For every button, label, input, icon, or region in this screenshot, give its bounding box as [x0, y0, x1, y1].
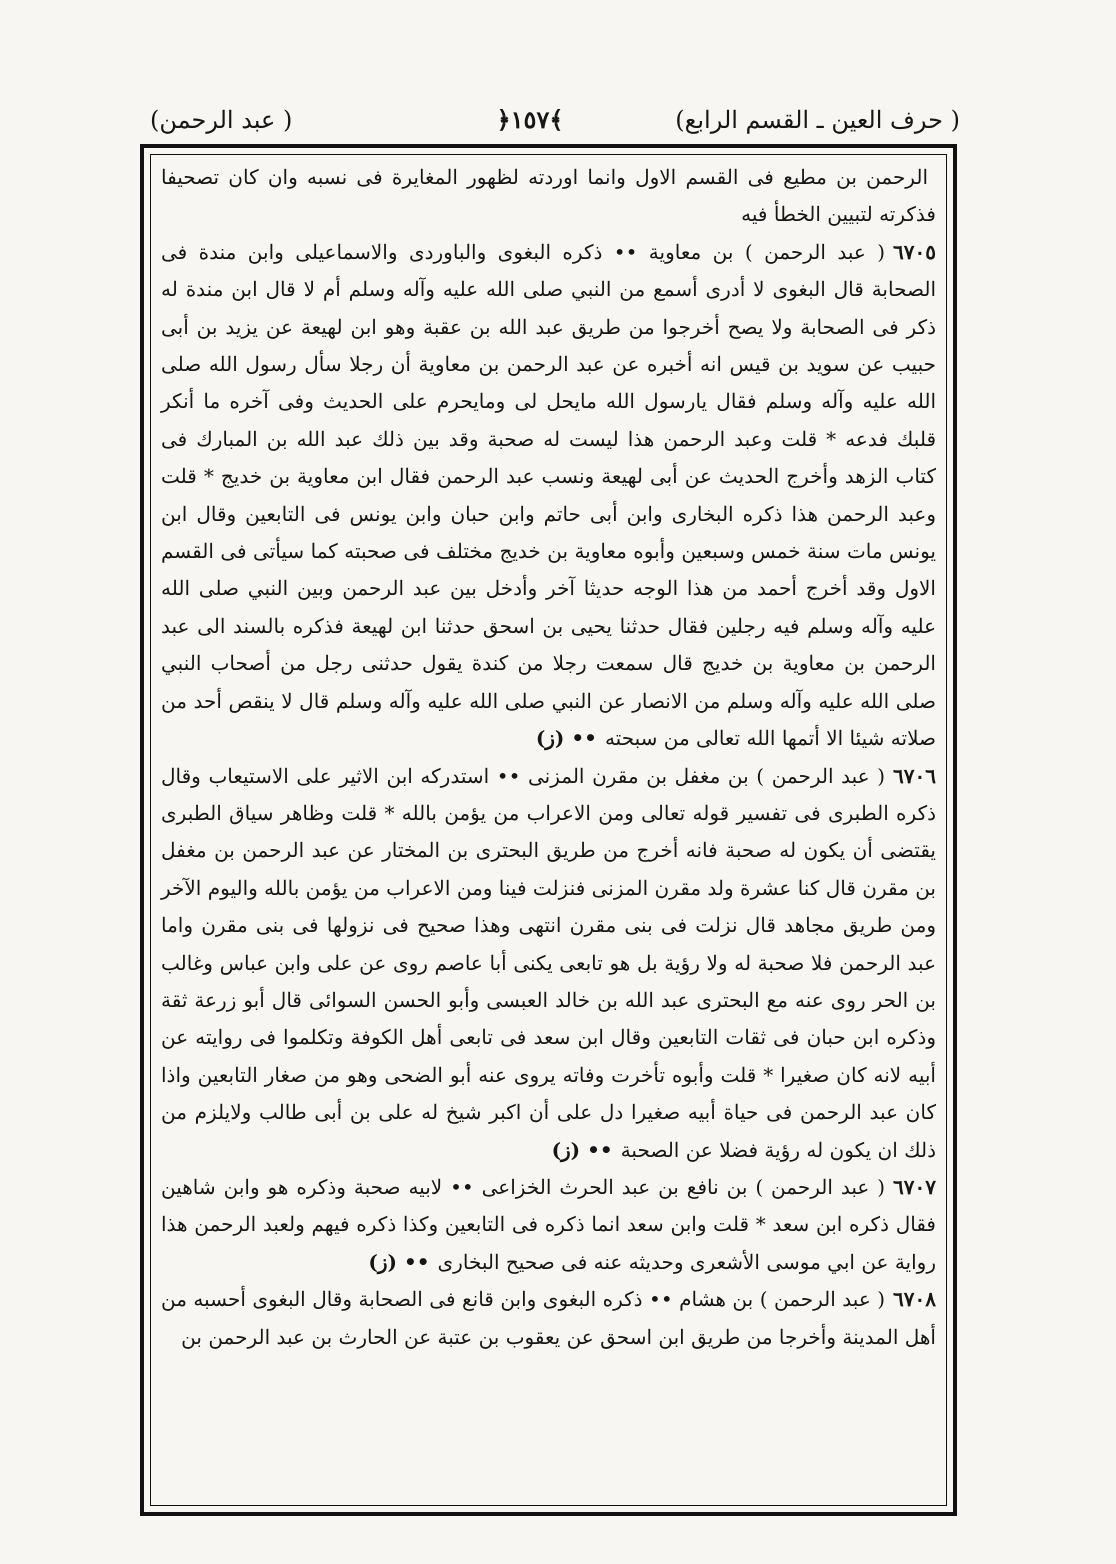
- entry-number: ٦٧٠٧: [893, 1174, 936, 1199]
- paragraph-text: ( عبد الرحمن ) بن مغفل بن مقرن المزنى •• استدركه ابن الاثير على الاستيعاب وقال ذكره الطبرى فى تفسير قوله تعالى ومن الاعراب من يؤمن بالله * قلت وظاهر سياق الطبرى يقتضى أن يكون له صحبة فانه أخرج من طريق البحترى بن المختار عن عبد الرحمن بن مغفل بن مقرن قال كنا عشرة ولد مقرن المزنى فنزلت فينا ومن الاعراب من يؤمن بالله واليوم الآخر ومن طريق مجاهد قال نزلت فى بنى مقرن انتهى وهذا صحيح فى نزولها فى بنى مقرن واما عبد الرحمن فلا صحبة له ولا رؤية بل هو تابعى يكنى أبا عاصم روى عن على وابن عباس وغالب بن الحر روى عنه مع البحترى عبد الله بن خالد العبسى وأبو الحسن السوائى قال أبو زرعة ثقة وذكره ابن حبان فى ثقات التابعين وقال ابن سعد فى تابعى أهل الكوفة وتكلموا فى روايته عن أبيه لانه كان صغيرا * قلت وأبوه تأخرت وفاته يروى عنه أبو الضحى وهو من صغار التابعين واذا كان عبد الرحمن فى حياة أبيه صغيرا دل على أن اكبر شيخ له على بن أبى طالب ولايلزم من ذلك ان يكون له رؤية فضلا عن الصحبة: [161, 763, 936, 1162]
- page-frame-inner: [150, 154, 947, 1506]
- entry-number: ٦٧٠٦: [893, 763, 936, 788]
- paragraph: [161, 1169, 936, 1281]
- paragraph: [161, 758, 936, 1169]
- running-head-left: (عبد الرحمن ): [150, 106, 293, 134]
- paragraph-text: ( عبد الرحمن ) بن هشام •• ذكره البغوى وابن قانع فى الصحابة وقال البغوى أحسبه من أهل المدينة وأخرجا من طريق ابن اسحق عن يعقوب بن عتبة عن الحارث بن عبد الرحمن بن: [161, 1287, 936, 1349]
- page-header: [100, 96, 960, 144]
- page-frame: [140, 144, 957, 1516]
- entry-number: ٦٧٠٥: [893, 239, 936, 264]
- paragraph-text: الرحمن بن مطيع فى القسم الاول وانما اوردته لظهور المغايرة فى نسبه وان كان تصحيفا فذكرته لتبيين الخطأ فيه: [161, 165, 936, 227]
- body-text: [161, 159, 936, 1356]
- paragraph-text: ( عبد الرحمن ) بن نافع بن عبد الحرث الخزاعى •• لابيه صحبة وذكره هو وابن شاهين فقال ذكره ابن سعد * قلت وابن سعد انما ذكره فى التابعين وكذا ذكره فيهم ولعبد الرحمن هذا رواية عن ابي موسى الأشعرى وحديثه عنه فى صحيح البخارى: [161, 1174, 936, 1274]
- paragraph-text: ( عبد الرحمن ) بن معاوية •• ذكره البغوى والباوردى والاسماعيلى وابن مندة فى الصحابة قال البغوى لا أدرى أسمع من النبي صلى الله عليه وآله وسلم أم لا قال ابن مندة له ذكر فى الصحابة ولا يصح أخرجوا من طريق عبد الله بن عقبة وهو ابن لهيعة عن يزيد بن أبى حبيب عن سويد بن قيس انه أخبره عن عبد الرحمن بن معاوية أن رجلا سأل رسول الله صلى الله عليه وآله وسلم فقال يارسول الله مايحل لى ومايحرم على الحديث وفى آخره ما أنكر قلبك فدعه * قلت وعبد الرحمن هذا ليست له صحبة وقد بين ذلك عبد الله بن المبارك فى كتاب الزهد وأخرج الحديث عن أبى لهيعة ونسب عبد الرحمن فقال ابن معاوية بن خديج * قلت وعبد الرحمن هذا ذكره البخارى وابن أبى حاتم وابن حبان وابن يونس فى التابعين وقال ابن يونس مات سنة خمس وسبعين وأبوه معاوية بن خديج مختلف فى صحبته كما سيأتى فى القسم الاول وقد أخرج أحمد من هذا الوجه حديثا آخر وأدخل بين عبد الرحمن وبين النبي صلى الله عليه وآله وسلم فيه رجلين فقال حدثنا يحيى بن اسحق حدثنا ابن لهيعة فذكره بالسند الى عبد الرحمن بن معاوية بن خديج قال سمعت رجلا من كندة يقول حدثنى رجل من أصحاب النبي صلى الله عليه وآله وسلم من الانصار عن النبي صلى الله عليه وآله وسلم قال لا ينقص أحد من صلاته شيئا الا أتمها الله تعالى من سبحته: [161, 239, 936, 751]
- entry-number: ٦٧٠٨: [893, 1287, 936, 1312]
- page-number: ﴿١٥٧﴾: [496, 105, 564, 134]
- entry-mark: •• (ز): [551, 1137, 613, 1162]
- entry-mark: •• (ز): [368, 1249, 430, 1274]
- entry-mark: •• (ز): [535, 726, 597, 751]
- paragraph: [161, 234, 936, 758]
- paragraph: [161, 159, 936, 234]
- paragraph: [161, 1281, 936, 1356]
- running-head-right: (حرف العين ـ القسم الرابع ): [675, 106, 960, 134]
